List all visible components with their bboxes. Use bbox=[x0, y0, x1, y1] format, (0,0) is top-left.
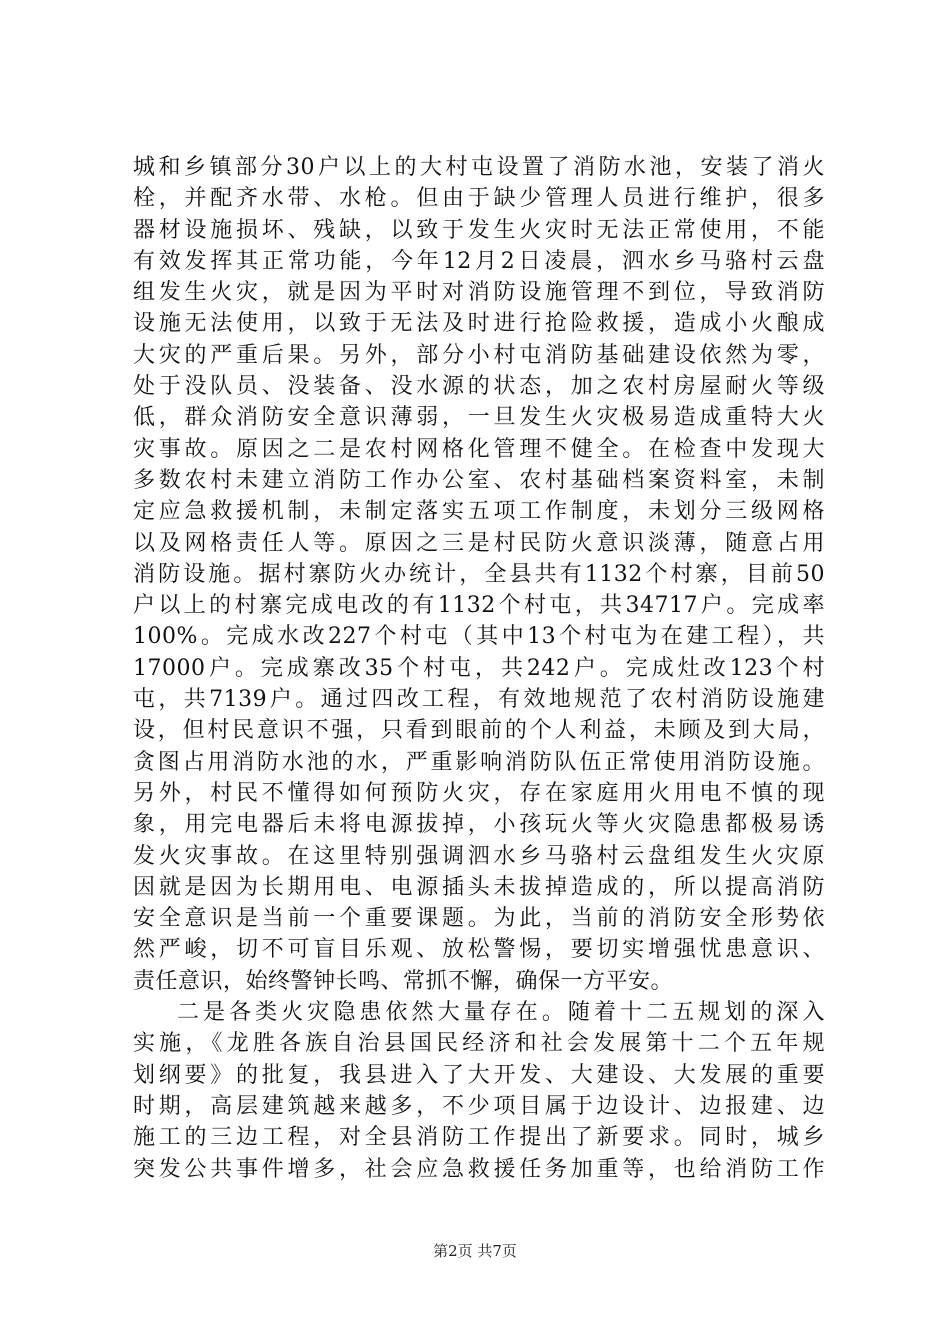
text-line: 然严峻，切不可盲目乐观、放松警惕，要切实增强忧患意识、 bbox=[133, 937, 825, 963]
text-line: 17000户。完成寨改35个村屯，共242户。完成灶改123个村 bbox=[133, 655, 825, 681]
text-line: 安全意识是当前一个重要课题。为此，当前的消防安全形势依 bbox=[133, 906, 825, 932]
text-line: 栓，并配齐水带、水枪。但由于缺少管理人员进行维护，很多 bbox=[133, 186, 825, 212]
text-line: 时期，高层建筑越来越多，不少项目属于边设计、边报建、边 bbox=[133, 1093, 825, 1119]
text-line: 户以上的村寨完成电改的有1132个村屯，共34717户。完成率 bbox=[133, 593, 825, 619]
text-line: 多数农村未建立消防工作办公室、农村基础档案资料室，未制 bbox=[133, 467, 825, 493]
text-line: 划纲要》的批复，我县进入了大开发、大建设、大发展的重要 bbox=[133, 1062, 825, 1088]
text-line: 大灾的严重后果。另外，部分小村屯消防基础建设依然为零， bbox=[133, 342, 825, 368]
text-line: 突发公共事件增多，社会应急救援任务加重等，也给消防工作 bbox=[133, 1156, 825, 1182]
text-line: 器材设施损坏、残缺，以致于发生火灾时无法正常使用，不能 bbox=[133, 217, 825, 243]
paragraph-1 bbox=[133, 152, 825, 997]
text-line: 责任意识，始终警钟长鸣、常抓不懈，确保一方平安。 bbox=[133, 968, 674, 994]
page-number-footer: 第2页 共7页 bbox=[433, 1242, 517, 1260]
text-line: 另外，村民不懂得如何预防火灾，存在家庭用火用电不慎的现 bbox=[133, 780, 825, 806]
text-line: 有效发挥其正常功能，今年12月2日凌晨，泗水乡马骆村云盘 bbox=[133, 248, 825, 274]
text-line: 实施，《龙胜各族自治县国民经济和社会发展第十二个五年规 bbox=[133, 1031, 825, 1057]
text-line: 处于没队员、没装备、没水源的状态，加之农村房屋耐火等级 bbox=[133, 374, 825, 400]
text-line: 发火灾事故。在这里特别强调泗水乡马骆村云盘组发生火灾原 bbox=[133, 843, 825, 869]
text-line: 100%。完成水改227个村屯（其中13个村屯为在建工程），共 bbox=[133, 624, 825, 650]
text-line: 施工的三边工程，对全县消防工作提出了新要求。同时，城乡 bbox=[133, 1125, 825, 1151]
text-line: 消防设施。据村寨防火办统计，全县共有1132个村寨，目前50 bbox=[133, 561, 825, 587]
text-line: 城和乡镇部分30户以上的大村屯设置了消防水池，安装了消火 bbox=[133, 155, 825, 180]
text-line: 象，用完电器后未将电源拔掉，小孩玩火等火灾隐患都极易诱 bbox=[133, 812, 825, 838]
text-line: 组发生火灾，就是因为平时对消防设施管理不到位，导致消防 bbox=[133, 280, 825, 306]
paragraph-2 bbox=[133, 997, 825, 1185]
text-line: 低，群众消防安全意识薄弱，一旦发生火灾极易造成重特大火 bbox=[133, 405, 825, 431]
body-text bbox=[133, 152, 825, 1185]
text-line: 灾事故。原因之二是农村网格化管理不健全。在检查中发现大 bbox=[133, 436, 825, 462]
text-line: 二是各类火灾隐患依然大量存在。随着十二五规划的深入 bbox=[177, 1000, 825, 1026]
text-line: 屯，共7139户。通过四改工程，有效地规范了农村消防设施建 bbox=[133, 687, 825, 713]
text-line: 因就是因为长期用电、电源插头未拔掉造成的，所以提高消防 bbox=[133, 874, 825, 900]
text-line: 以及网格责任人等。原因之三是村民防火意识淡薄，随意占用 bbox=[133, 530, 825, 556]
text-line: 设，但村民意识不强，只看到眼前的个人利益，未顾及到大局， bbox=[133, 718, 825, 744]
text-line: 贪图占用消防水池的水，严重影响消防队伍正常使用消防设施。 bbox=[133, 749, 825, 775]
text-line: 设施无法使用，以致于无法及时进行抢险救援，造成小火酿成 bbox=[133, 311, 825, 337]
text-line: 定应急救援机制，未制定落实五项工作制度，未划分三级网格 bbox=[133, 499, 825, 525]
